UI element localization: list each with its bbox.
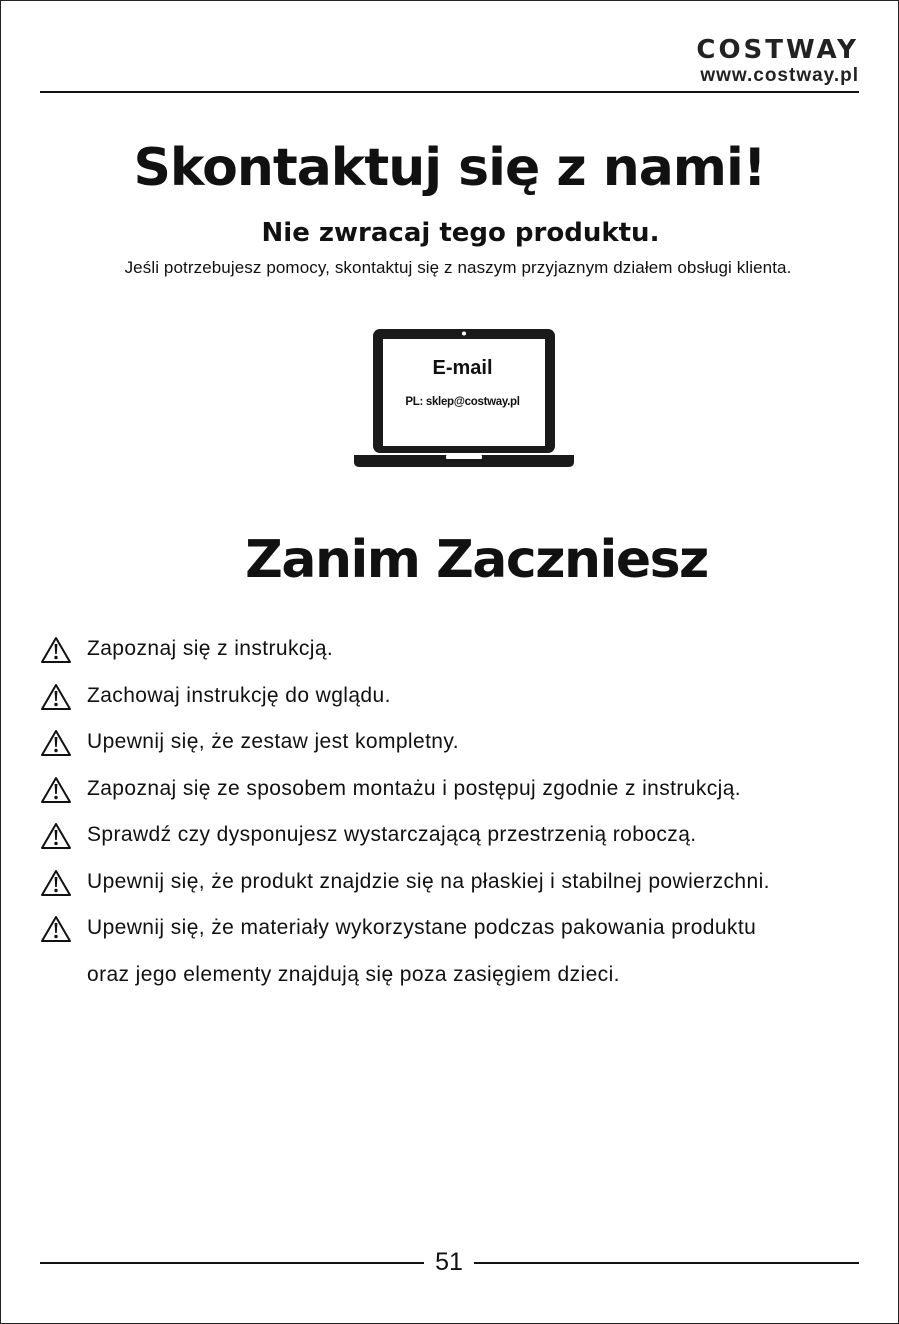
contact-email: PL: sklep@costway.pl <box>405 396 520 408</box>
warning-triangle-icon <box>40 869 72 897</box>
warning-triangle-icon <box>40 915 72 943</box>
list-item-text: Zapoznaj się z instrukcją. <box>87 637 334 660</box>
list-item-text: Upewnij się, że materiały wykorzystane podczas pakowania produktu <box>87 916 757 939</box>
footer-divider-right <box>474 1262 859 1264</box>
warning-triangle-icon <box>40 822 72 850</box>
brand-name: COSTWAY <box>696 35 859 65</box>
warning-triangle-icon <box>40 683 72 711</box>
page-number: 51 <box>435 1248 463 1276</box>
footer-divider-left <box>40 1262 424 1264</box>
page-title: Skontaktuj się z nami! <box>133 138 766 198</box>
brand-logo <box>696 36 859 87</box>
contact-label: E-mail <box>432 357 493 379</box>
list-item-text: Sprawdź czy dysponujesz wystarczającą przestrzenią roboczą. <box>87 823 697 846</box>
header-divider <box>40 91 859 93</box>
brand-url: www.costway.pl <box>700 65 859 86</box>
list-item-text: Zapoznaj się ze sposobem montażu i postępuj zgodnie z instrukcją. <box>87 776 742 800</box>
warning-triangle-icon <box>40 729 72 757</box>
section-title: Zanim Zaczniesz <box>245 530 708 590</box>
list-item-text: oraz jego elementy znajdują się poza zasięgiem dzieci. <box>87 962 620 986</box>
list-item-text: Zachowaj instrukcję do wglądu. <box>87 683 391 707</box>
warning-triangle-icon <box>40 776 72 804</box>
support-text: Jeśli potrzebujesz pomocy, skontaktuj się z naszym przyjaznym działem obsługi klienta. <box>124 258 792 277</box>
subtitle: Nie zwracaj tego produktu. <box>261 218 660 248</box>
list-item-text: Upewnij się, że produkt znajdzie się na płaskiej i stabilnej powierzchni. <box>87 869 770 893</box>
warning-triangle-icon <box>40 636 72 664</box>
list-item-text: Upewnij się, że zestaw jest kompletny. <box>87 730 459 753</box>
